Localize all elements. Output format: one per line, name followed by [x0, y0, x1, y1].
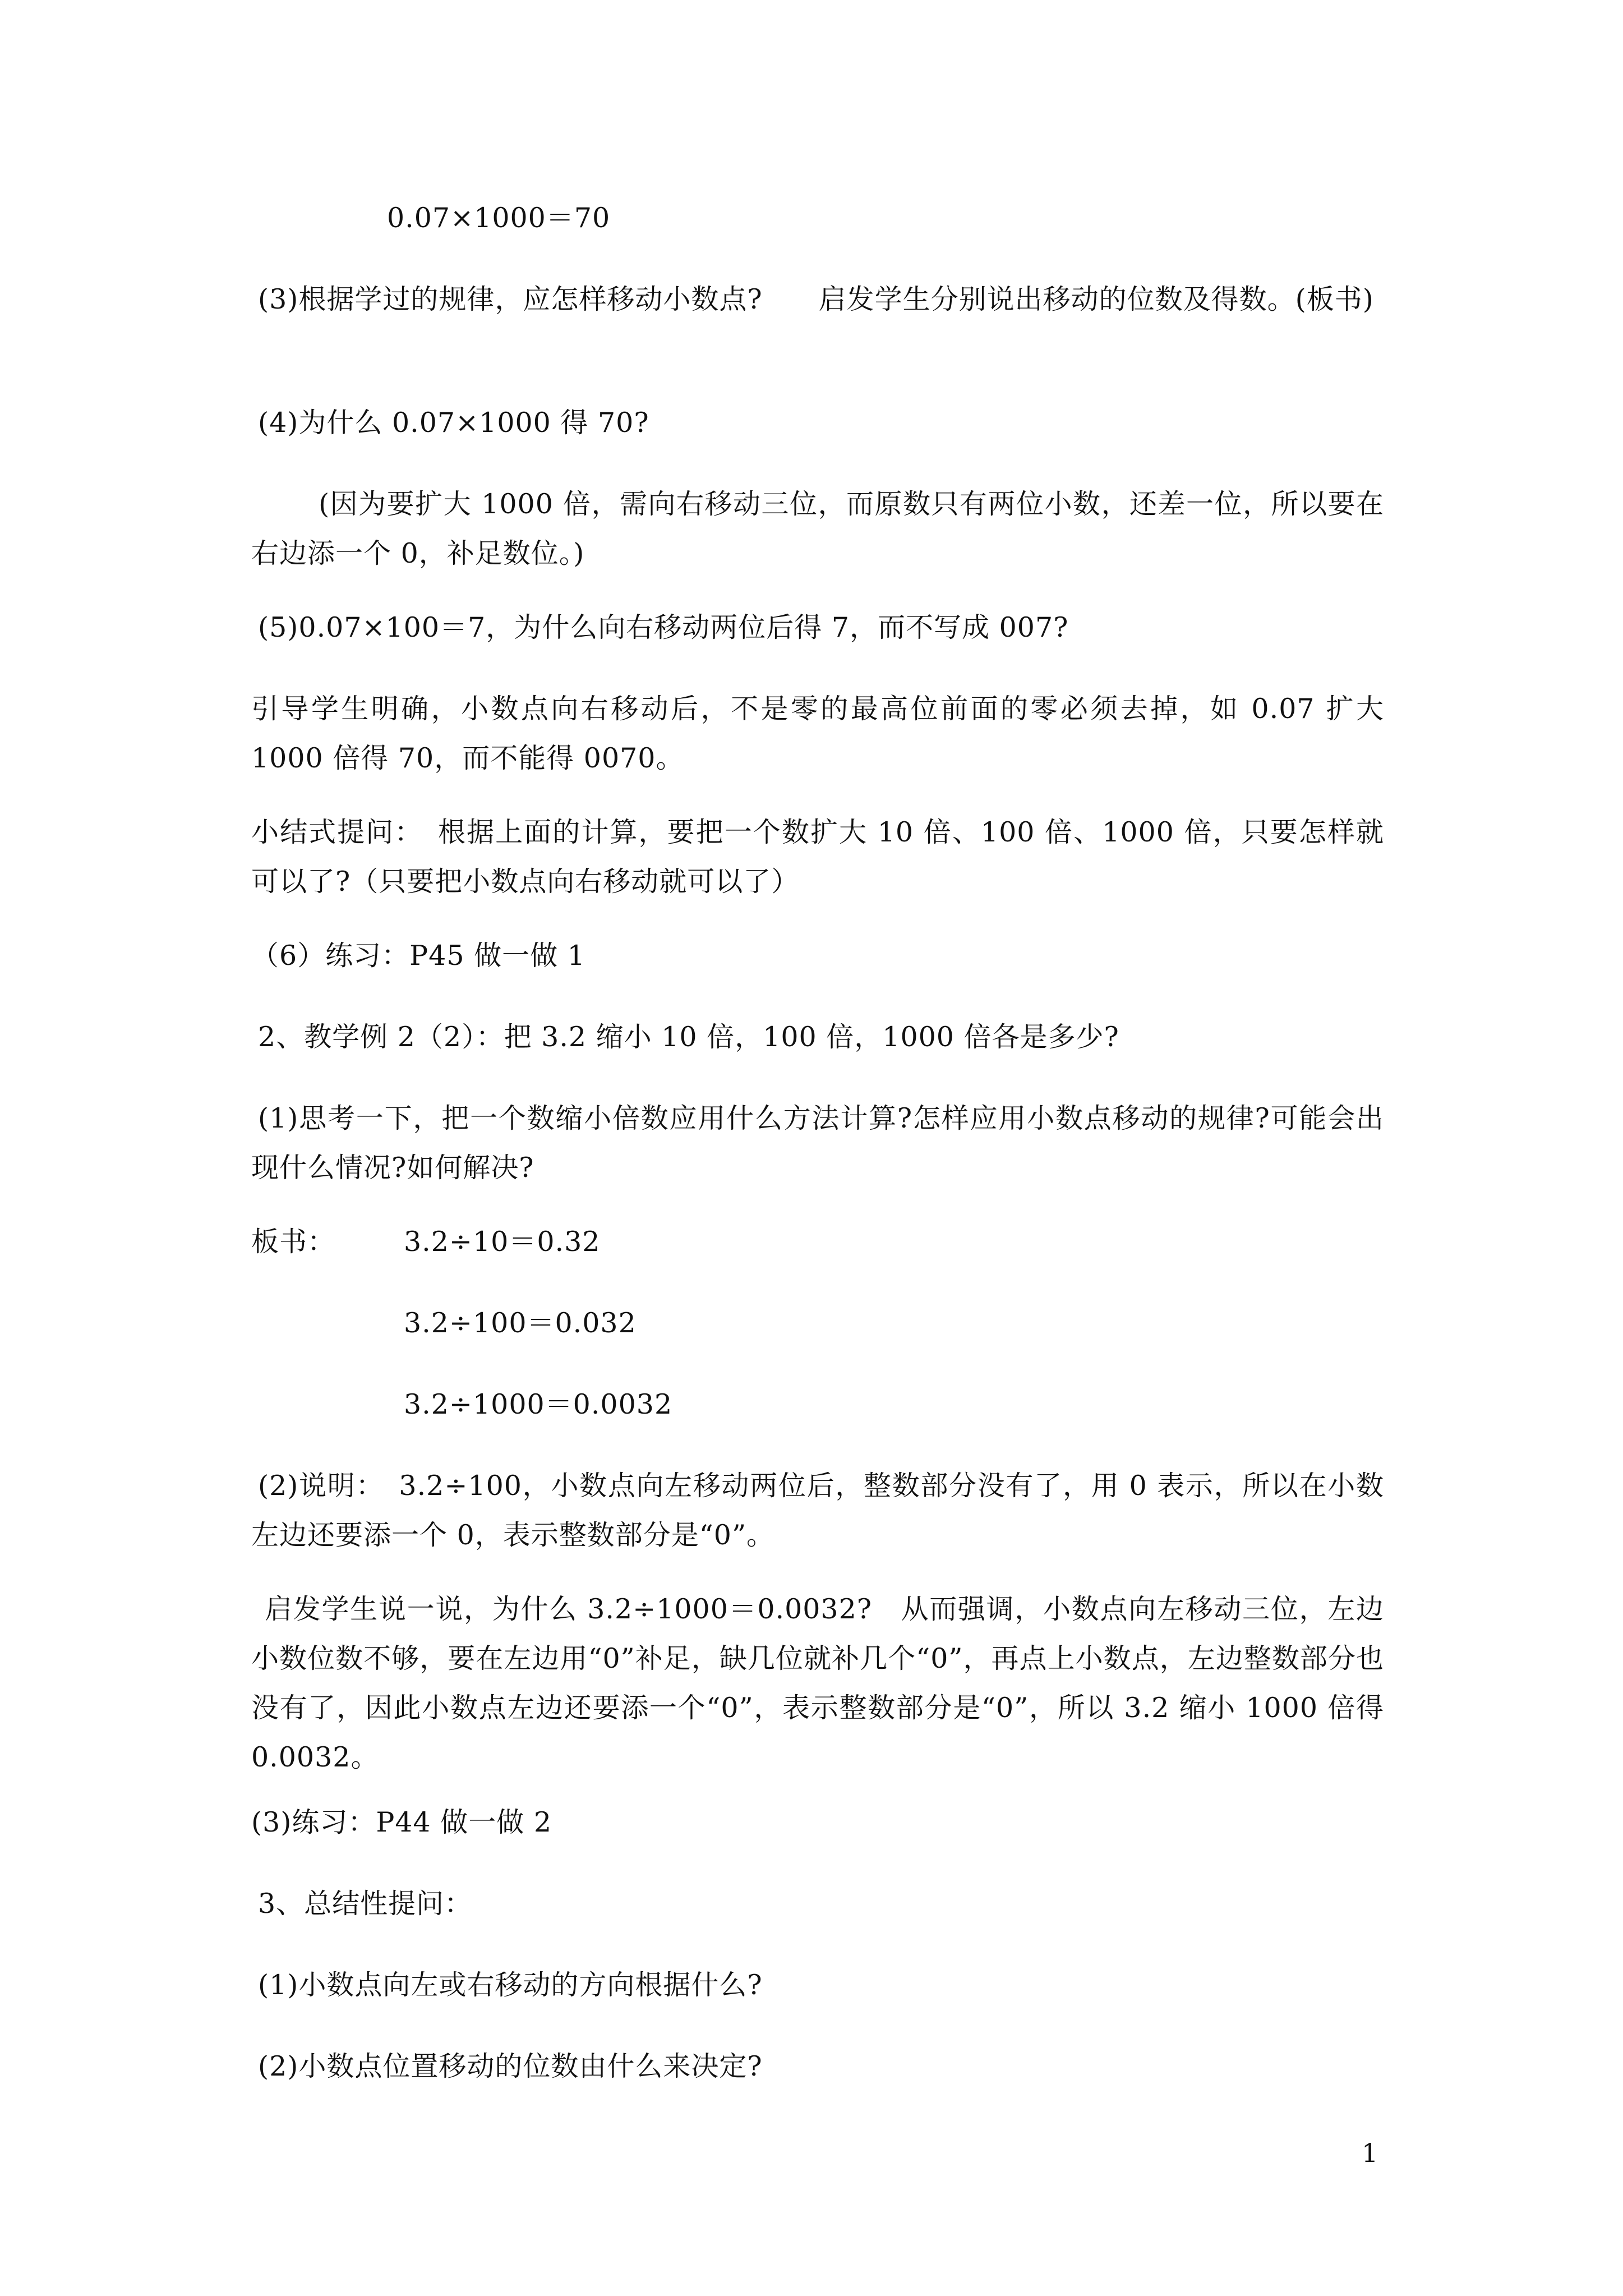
summary-question-2: (2)小数点位置移动的位数由什么来决定?: [258, 2050, 763, 2082]
example-2-heading: 2、教学例 2（2）：把 3.2 缩小 10 倍，100 倍，1000 倍各是多少?: [258, 1021, 1119, 1053]
summary-question-1: (1)小数点向左或右移动的方向根据什么?: [258, 1969, 763, 2001]
practice-3: (3)练习：P44 做一做 2: [251, 1806, 552, 1838]
question-5: (5)0.07×100＝7，为什么向右移动两位后得 7，而不写成 007?: [258, 611, 1069, 643]
summary-heading: 3、总结性提问：: [258, 1888, 473, 1920]
question-4: (4)为什么 0.07×1000 得 70?: [258, 407, 649, 439]
page-number: 1: [1362, 2138, 1378, 2168]
equation-line: 0.07×1000＝70: [387, 202, 611, 234]
board-label: 板书：: [251, 1226, 336, 1258]
guide-paragraph: 引导学生明确，小数点向右移动后，不是零的最高位前面的零必须去掉，如 0.07 扩大 1000 倍得 70，而不能得 0070。: [251, 693, 1384, 774]
board-equation-2: 3.2÷100＝0.032: [404, 1307, 637, 1339]
think-paragraph: (1)思考一下，把一个数缩小倍数应用什么方法计算?怎样应用小数点移动的规律?可能会出现什么情况?如何解决?: [251, 1102, 1384, 1184]
practice-6: （6）练习：P45 做一做 1: [251, 940, 585, 972]
summary-question: 小结式提问： 根据上面的计算，要把一个数扩大 10 倍、100 倍、1000 倍，只要怎样就可以了?（只要把小数点向右移动就可以了）: [251, 816, 1384, 898]
inspire-paragraph: 启发学生说一说，为什么 3.2÷1000＝0.0032? 从而强调，小数点向左移动三位，左边小数位数不够，要在左边用“0”补足，缺几位就补几个“0”，再点上小数点，左边整数部分也没有了，因此小数点左边还要添一个“0”，表示整数部分是“0”，所以 3.2 缩小 1000 倍得 0.0032。: [251, 1593, 1384, 1773]
question-3: (3)根据学过的规律，应怎样移动小数点? 启发学生分别说出移动的位数及得数。(板书): [258, 283, 1374, 315]
board-equation-3: 3.2÷1000＝0.0032: [404, 1388, 673, 1420]
question-4-answer: (因为要扩大 1000 倍，需向右移动三位，而原数只有两位小数，还差一位，所以要在右边添一个 0，补足数位。): [251, 488, 1384, 569]
explain-paragraph: (2)说明： 3.2÷100，小数点向左移动两位后，整数部分没有了，用 0 表示，所以在小数左边还要添一个 0，表示整数部分是“0”。: [251, 1470, 1384, 1551]
board-equation-1: 3.2÷10＝0.32: [404, 1226, 601, 1258]
